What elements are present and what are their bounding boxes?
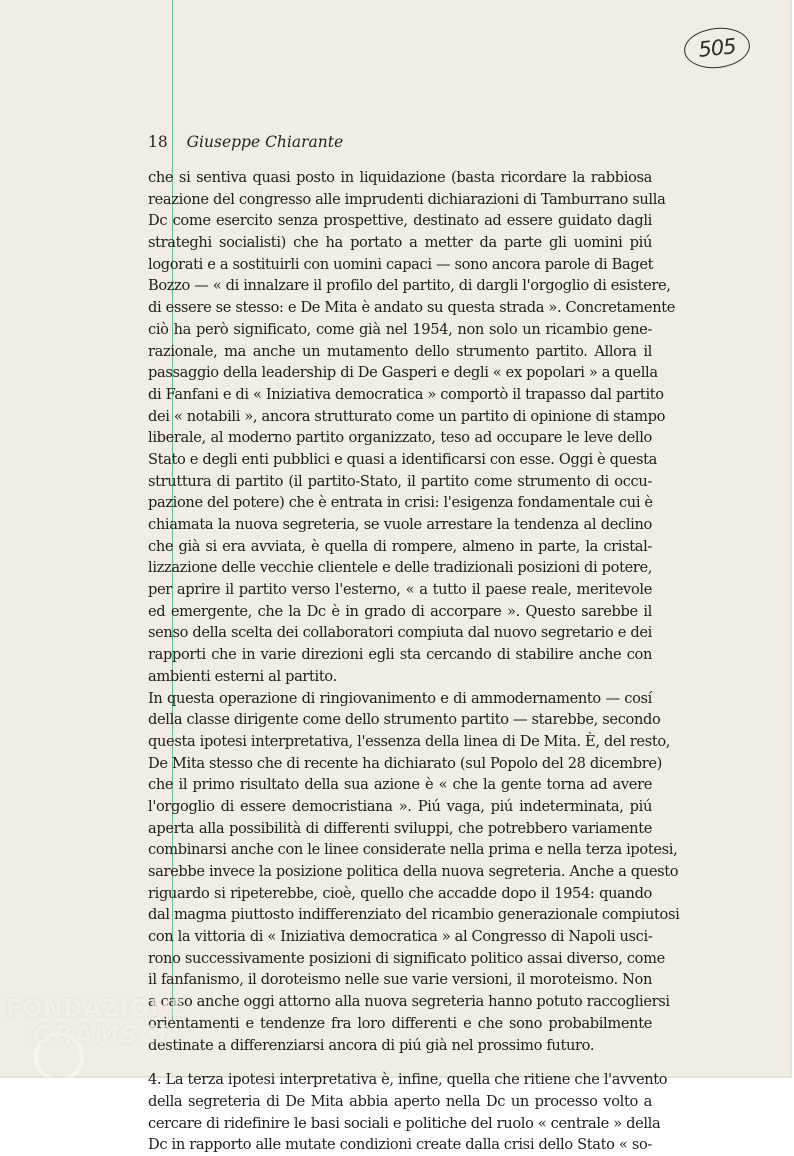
page-number: 18 xyxy=(148,133,168,151)
text-line: cercare di ridefinire le basi sociali e politiche del ruolo « centrale » della xyxy=(148,1114,661,1132)
text-line: razionale, ma anche un mutamento dello strumento partito. Allora il xyxy=(148,342,652,360)
text-line: aperta alla possibilità di differenti sviluppi, che potrebbero variamente xyxy=(148,819,652,837)
body-text xyxy=(148,167,680,1156)
text-line: sarebbe invece la posizione politica della nuova segreteria. Anche a questo xyxy=(148,863,679,880)
text-line: Bozzo — « di innalzare il profilo del partito, di dargli l'orgoglio di esistere, xyxy=(148,277,671,295)
text-line: liberale, al moderno partito organizzato, teso ad occupare le leve dello xyxy=(148,429,652,447)
text-line: destinate a differenziarsi ancora di piú già nel prossimo futuro. xyxy=(148,1036,595,1054)
text-line: ciò ha però significato, come già nel 1954, non solo un ricambio gene- xyxy=(148,320,652,338)
text-line: della classe dirigente come dello strumento partito — starebbe, secondo xyxy=(148,711,661,729)
text-line: a caso anche oggi attorno alla nuova segreteria hanno potuto raccogliersi xyxy=(148,993,670,1011)
text-line: reazione del congresso alle imprudenti dichiarazioni di Tamburrano sulla xyxy=(148,190,666,208)
text-line: che già si era avviata, è quella di rompere, almeno in parte, la cristal- xyxy=(148,537,652,555)
text-line: De Mita stesso che di recente ha dichiarato (sul Popolo del 28 dicembre) xyxy=(148,754,663,772)
text-line: lizzazione delle vecchie clientele e delle tradizionali posizioni di potere, xyxy=(148,559,653,577)
text-line: 4. La terza ipotesi interpretativa è, infine, quella che ritiene che l'avvento xyxy=(148,1071,668,1089)
text-line: di Fanfani e di « Iniziativa democratica » comportò il trapasso dal partito xyxy=(148,385,664,403)
text-line: Dc come esercito senza prospettive, destinato ad essere guidato dagli xyxy=(148,212,652,230)
running-header xyxy=(148,133,343,151)
text-line: strateghi socialisti) che ha portato a metter da parte gli uomini piú xyxy=(148,234,652,252)
text-line: combinarsi anche con le linee considerate nella prima e nella terza ipotesi, xyxy=(148,841,678,859)
text-line: per aprire il partito verso l'esterno, « a tutto il paese reale, meritevole xyxy=(148,581,652,599)
text-line: Stato e degli enti pubblici e quasi a identificarsi con esse. Oggi è questa xyxy=(148,450,657,468)
text-line: che il primo risultato della sua azione è « che la gente torna ad avere xyxy=(148,776,652,794)
text-line: senso della scelta dei collaboratori compiuta dal nuovo segretario e dei xyxy=(148,624,652,642)
watermark-line2: GRAMSCI xyxy=(32,1020,169,1049)
text-line: con la vittoria di « Iniziativa democratica » al Congresso di Napoli usci- xyxy=(148,928,653,946)
text-line: il fanfanismo, il doroteismo nelle sue varie versioni, il moroteismo. Non xyxy=(148,971,652,989)
text-line: ambienti esterni al partito. xyxy=(148,667,337,685)
text-line: logorati e a sostituirli con uomini capaci — sono ancora parole di Baget xyxy=(148,255,654,273)
author-name: Giuseppe Chiarante xyxy=(186,133,344,151)
text-line: rono successivamente posizioni di significato politico assai diverso, come xyxy=(148,949,665,967)
text-line: questa ipotesi interpretativa, l'essenza della linea di De Mita. È, del resto, xyxy=(148,732,671,750)
text-line: pazione del potere) che è entrata in crisi: l'esigenza fondamentale cui è xyxy=(148,494,653,512)
watermark-line1: FONDAZIONE xyxy=(6,996,188,1022)
text-line: riguardo si ripeterebbe, cioè, quello che accadde dopo il 1954: quando xyxy=(148,884,652,902)
text-line: Dc in rapporto alle mutate condizioni create dalla crisi dello Stato « so- xyxy=(148,1136,652,1154)
text-line: In questa operazione di ringiovanimento e di ammodernamento — cosí xyxy=(148,689,652,707)
text-line: dal magma piuttosto indifferenziato del ricambio generazionale compiutosi xyxy=(148,906,680,924)
text-line: di essere se stesso: e De Mita è andato su questa strada ». Concretamente xyxy=(148,299,676,317)
text-line: chiamata la nuova segreteria, se vuole arrestare la tendenza al declino xyxy=(148,516,652,533)
text-line: della segreteria di De Mita abbia aperto nella Dc un processo volto a xyxy=(148,1092,652,1110)
watermark-logo xyxy=(6,996,187,1048)
text-line: l'orgoglio di essere democristiana ». Piú vaga, piú indeterminata, piú xyxy=(148,797,652,815)
text-line: che si sentiva quasi posto in liquidazione (basta ricordare la rabbiosa xyxy=(148,169,652,186)
text-line: rapporti che in varie direzioni egli sta cercando di stabilire anche con xyxy=(148,646,652,664)
text-line: struttura di partito (il partito-Stato, il partito come strumento di occu- xyxy=(148,472,652,490)
section-gap xyxy=(148,1056,652,1069)
text-line: ed emergente, che la Dc è in grado di accorpare ». Questo sarebbe il xyxy=(148,602,652,620)
text-line: dei « notabili », ancora strutturato come un partito di opinione di stampo xyxy=(148,407,666,425)
archive-page-number: 505 xyxy=(682,25,752,72)
text-line: orientamenti e tendenze fra loro differenti e che sono probabilmente xyxy=(148,1014,652,1032)
text-line: passaggio della leadership di De Gasperi e degli « ex popolari » a quella xyxy=(148,364,658,382)
